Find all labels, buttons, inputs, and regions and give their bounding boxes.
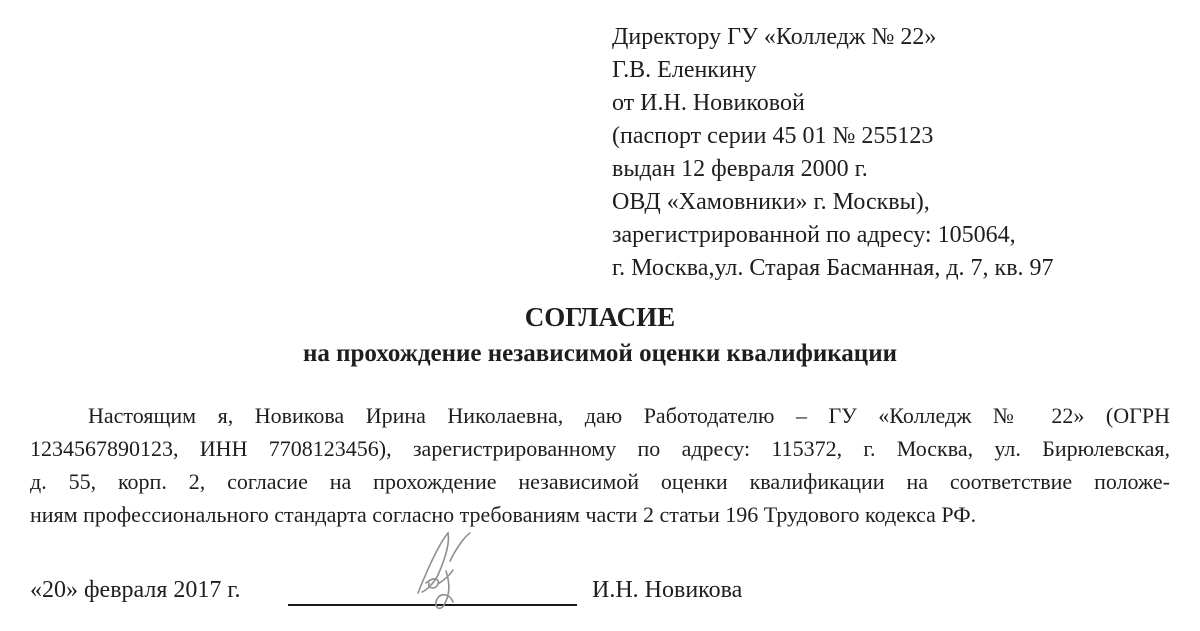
- body-line: 1234567890123, ИНН 7708123456), зарегистрированному по адресу: 115372, г. Москва, ул. Бирюлевская,: [30, 436, 1170, 461]
- signatory-name: И.Н. Новикова: [592, 577, 743, 603]
- recipient-line-director: Директору ГУ «Колледж № 22»: [612, 24, 937, 50]
- body-line: ниям профессионального стандарта согласно требованиям части 2 статьи 196 Трудового кодекса РФ.: [30, 502, 977, 527]
- recipient-line-director-name: Г.В. Еленкину: [612, 57, 757, 83]
- recipient-line-from: от И.Н. Новиковой: [612, 90, 805, 116]
- recipient-block: [612, 21, 1054, 285]
- date-label: «20» февраля 2017 г.: [30, 577, 241, 603]
- handwritten-signature-icon: [400, 531, 525, 611]
- document-subtitle: на прохождение независимой оценки квалификации: [302, 340, 898, 367]
- recipient-line-passport-issuer: ОВД «Хамовники» г. Москвы),: [612, 189, 930, 215]
- document-title: СОГЛАСИЕ: [524, 302, 676, 332]
- body-line: д. 55, корп. 2, согласие на прохождение независимой оценки квалификации на соответствие положе-: [30, 469, 1170, 494]
- consent-body: [30, 399, 1170, 531]
- recipient-line-passport-series: (паспорт серии 45 01 № 255123: [612, 123, 934, 149]
- recipient-line-registered-address: зарегистрированной по адресу: 105064,: [612, 222, 1016, 248]
- body-line: Настоящим я, Новикова Ирина Николаевна, даю Работодателю – ГУ «Колледж № 22» (ОГРН: [88, 403, 1170, 428]
- recipient-line-passport-issued: выдан 12 февраля 2000 г.: [612, 156, 868, 182]
- document-title-block: [0, 301, 1200, 370]
- recipient-line-address-street: г. Москва,ул. Старая Басманная, д. 7, кв. 97: [612, 255, 1054, 281]
